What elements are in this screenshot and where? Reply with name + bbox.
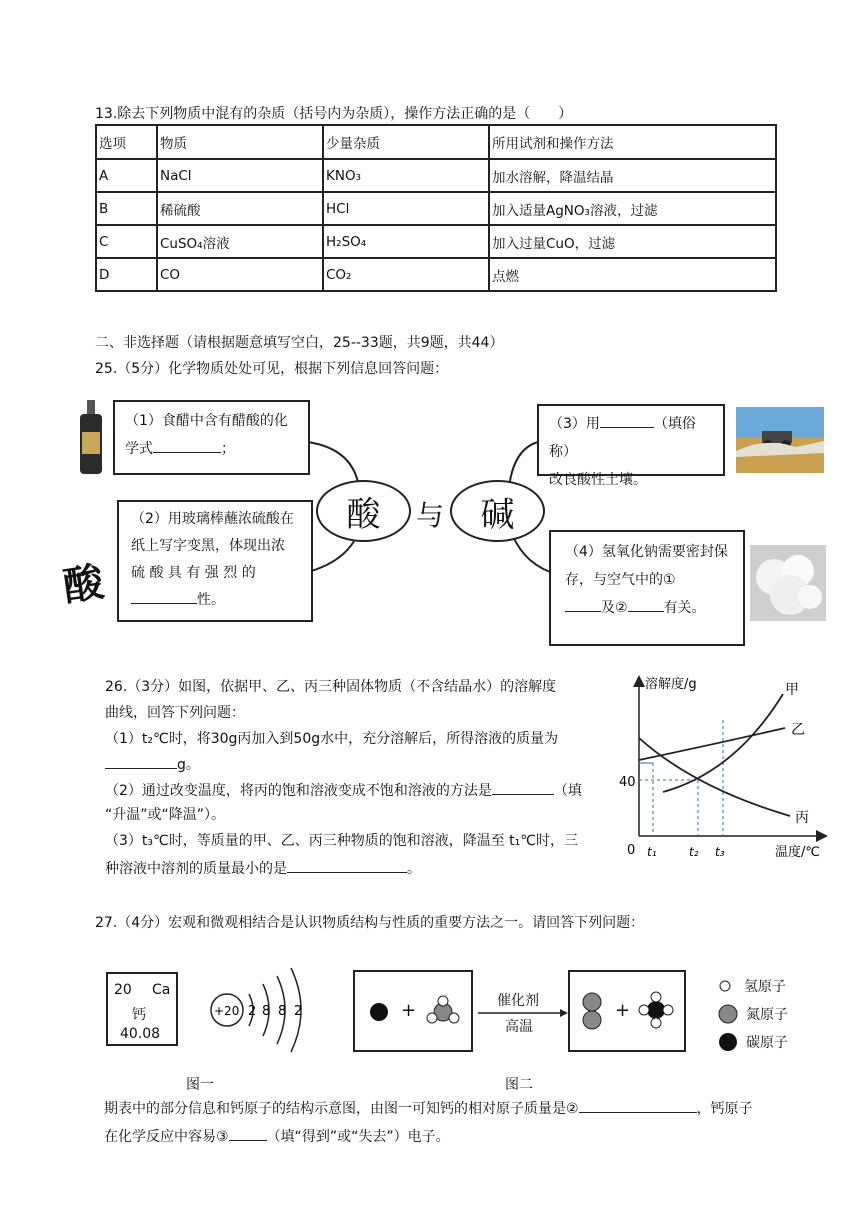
atomic-number: 20 <box>114 982 132 998</box>
q26-line4: g。 <box>177 757 200 773</box>
table-cell: 加入适量AgNO₃溶液，过滤 <box>489 192 776 225</box>
origin-label: 0 <box>627 843 636 858</box>
series-line-jia <box>663 694 783 792</box>
x-tick-label: t₂ <box>689 845 699 859</box>
blank-field[interactable] <box>229 1124 267 1141</box>
y-axis-label: 溶解度/g <box>645 677 697 692</box>
box4-line1: （4）氢氧化钠需要密封保 <box>565 544 728 560</box>
base-oval: 碱 <box>450 480 545 542</box>
sodium-hydroxide-photo-icon <box>750 545 826 621</box>
legend-item <box>718 972 788 1000</box>
acid-calligraphy: 酸 <box>60 558 107 611</box>
blank-field[interactable] <box>579 1096 697 1113</box>
plus-sign: + <box>615 1000 631 1021</box>
table-header-row <box>96 125 776 159</box>
atomic-mass: 40.08 <box>120 1026 161 1042</box>
nucleus-charge: +20 <box>214 1004 240 1018</box>
blank-field[interactable] <box>131 587 197 604</box>
blank-field[interactable] <box>105 752 177 769</box>
q26-line5: （2）通过改变温度，将丙的饱和溶液变成不饱和溶液的方法是 <box>105 783 492 799</box>
q26-line8: 种溶液中溶剂的质量最小的是 <box>105 861 287 877</box>
table-cell: C <box>96 225 157 258</box>
box2-line2: 纸上写字变黑，体现出浓 <box>131 538 285 554</box>
table-cell: NaCl <box>157 159 323 192</box>
q26-line6: “升温”或“降温”）。 <box>105 807 226 823</box>
q26-line3: （1）t₂℃时，将30g丙加入到50g水中，充分溶解后，所得溶液的质量为 <box>105 731 559 747</box>
vinegar-bottle-icon <box>78 400 104 476</box>
figure1-caption: 图一 <box>186 1077 214 1093</box>
table-cell: H₂SO₄ <box>323 225 489 258</box>
arrow-bottom-label: 高温 <box>505 1019 533 1035</box>
hydrogen-atom-icon <box>639 1005 649 1015</box>
q26-line8-end: 。 <box>407 861 421 877</box>
acid-oval: 酸 <box>316 480 411 542</box>
blank-field[interactable] <box>287 856 407 873</box>
y-tick-label: 40 <box>619 775 636 790</box>
q27-title: 27.（4分）宏观和微观相结合是认识物质结构与性质的重要方法之一。请回答下列问题： <box>95 915 645 931</box>
shell-electrons: 2 <box>294 1004 303 1019</box>
q25-box1 <box>113 400 310 475</box>
hydrogen-atom-icon <box>663 1005 673 1015</box>
blank-field[interactable] <box>153 436 221 453</box>
hydrogen-atom-icon <box>720 981 730 991</box>
nitrogen-atom-icon <box>583 993 601 1011</box>
header-cell: 选项 <box>96 125 157 159</box>
table-cell: CO <box>157 258 323 291</box>
arrow-top-label: 催化剂 <box>497 993 539 1009</box>
legend-item <box>718 1000 788 1028</box>
box2-line3: 硫 酸 具 有 强 烈 的 <box>131 565 256 581</box>
carbon-atom-icon <box>719 1033 737 1051</box>
products-box <box>568 970 686 1052</box>
table-row <box>96 225 776 258</box>
table-cell: 加入过量CuO，过滤 <box>489 225 776 258</box>
q27-text-line1-end: ，钙原子 <box>696 1101 753 1117</box>
hydrogen-atom-icon <box>438 996 448 1006</box>
element-symbol: Ca <box>152 982 171 998</box>
legend <box>718 972 788 1056</box>
q13-table <box>95 124 777 292</box>
series-label: 甲 <box>785 682 799 698</box>
nitrogen-atom-icon <box>719 1005 737 1023</box>
q13-title: 13.除去下列物质中混有的杂质（括号内为杂质），操作方法正确的是（ ） <box>95 106 573 122</box>
header-cell: 物质 <box>157 125 323 159</box>
box4-end: 有关。 <box>663 600 706 616</box>
box4-line2: 存，与空气中的① <box>565 572 676 588</box>
q25-box3 <box>537 404 725 488</box>
table-cell: HCl <box>323 192 489 225</box>
nitrogen-atom-icon <box>583 1011 601 1029</box>
calcium-periodic-cell <box>106 972 178 1046</box>
box2-line1: （2）用玻璃棒蘸浓硫酸在 <box>131 511 294 527</box>
blank-field[interactable] <box>492 778 554 795</box>
x-tick-label: t₁ <box>647 845 657 859</box>
legend-label: 碳原子 <box>746 1035 788 1051</box>
plus-sign: + <box>401 1000 417 1021</box>
box2-line4: 性。 <box>197 592 225 608</box>
figure2-caption: 图二 <box>505 1077 533 1093</box>
shell-electrons: 8 <box>278 1004 287 1019</box>
hydrogen-atom-icon <box>427 1013 437 1023</box>
x-tick-label: t₃ <box>715 845 725 859</box>
box3-line2: 改良酸性土壤。 <box>549 472 647 488</box>
shell-electrons: 2 <box>248 1004 257 1019</box>
box1-semicolon: ； <box>221 441 235 457</box>
hydrogen-atom-icon <box>651 992 661 1002</box>
box3-line1: （3）用 <box>549 416 600 432</box>
legend-label: 氮原子 <box>746 1007 788 1023</box>
element-name: 钙 <box>132 1007 146 1023</box>
series-label: 丙 <box>795 810 809 826</box>
series-line-bing <box>639 738 790 816</box>
q27-text-line2-end: （填“得到”或“失去”）电子。 <box>266 1129 450 1145</box>
legend-item <box>718 1028 788 1056</box>
and-connector: 与 <box>416 499 445 532</box>
blank-field[interactable] <box>565 595 601 612</box>
table-cell: A <box>96 159 157 192</box>
box3-hint: （填俗称） <box>549 416 696 460</box>
table-cell: 加水溶解，降温结晶 <box>489 159 776 192</box>
q27-text-line1: 期表中的部分信息和钙原子的结构示意图，由图一可知钙的相对原子质量是② <box>104 1101 579 1117</box>
q25-box4 <box>549 530 745 646</box>
q25-title: 25.（5分）化学物质处处可见，根据下列信息回答问题： <box>95 361 449 377</box>
table-cell: B <box>96 192 157 225</box>
q27-text-line2: 在化学反应中容易③ <box>104 1129 229 1145</box>
q25-box2 <box>117 500 313 622</box>
carbon-atom-icon <box>370 1003 388 1021</box>
legend-label: 氢原子 <box>744 979 786 995</box>
q26-line5-hint: （填 <box>553 783 582 799</box>
hydrogen-atom-icon <box>449 1013 459 1023</box>
q26-line7: （3）t₃℃时，等质量的甲、乙、丙三种物质的饱和溶液，降温至 t₁℃时，三 <box>105 833 579 849</box>
reactants-box <box>353 970 473 1052</box>
solubility-chart <box>619 668 835 868</box>
table-cell: KNO₃ <box>323 159 489 192</box>
shell-electrons: 8 <box>262 1004 271 1019</box>
blank-field[interactable] <box>600 411 654 428</box>
q26-line1: 26.（3分）如图，依据甲、乙、丙三种固体物质（不含结晶水）的溶解度 <box>105 679 557 695</box>
table-cell: 稀硫酸 <box>157 192 323 225</box>
box1-line1: （1）食醋中含有醋酸的化 <box>125 413 288 429</box>
section-heading: 二、非选择题（请根据题意填写空白，25--33题，共9题，共44） <box>95 335 504 351</box>
table-row <box>96 258 776 291</box>
q26-line2: 曲线，回答下列问题： <box>105 705 245 721</box>
hydrogen-atom-icon <box>651 1018 661 1028</box>
farm-field-photo-icon <box>736 407 824 473</box>
header-cell: 所用试剂和操作方法 <box>489 125 776 159</box>
carbon-atom-icon <box>647 1001 665 1019</box>
x-axis-label: 温度/℃ <box>775 845 820 860</box>
box1-line2: 学式 <box>125 441 153 457</box>
table-cell: CO₂ <box>323 258 489 291</box>
calcium-atom-structure <box>205 960 325 1060</box>
header-cell: 少量杂质 <box>323 125 489 159</box>
table-cell: CuSO₄溶液 <box>157 225 323 258</box>
blank-field[interactable] <box>628 595 664 612</box>
box4-mid: 及② <box>601 600 628 616</box>
table-cell: D <box>96 258 157 291</box>
table-cell: 点燃 <box>489 258 776 291</box>
table-row <box>96 192 776 225</box>
table-row <box>96 159 776 192</box>
series-label: 乙 <box>791 722 805 738</box>
